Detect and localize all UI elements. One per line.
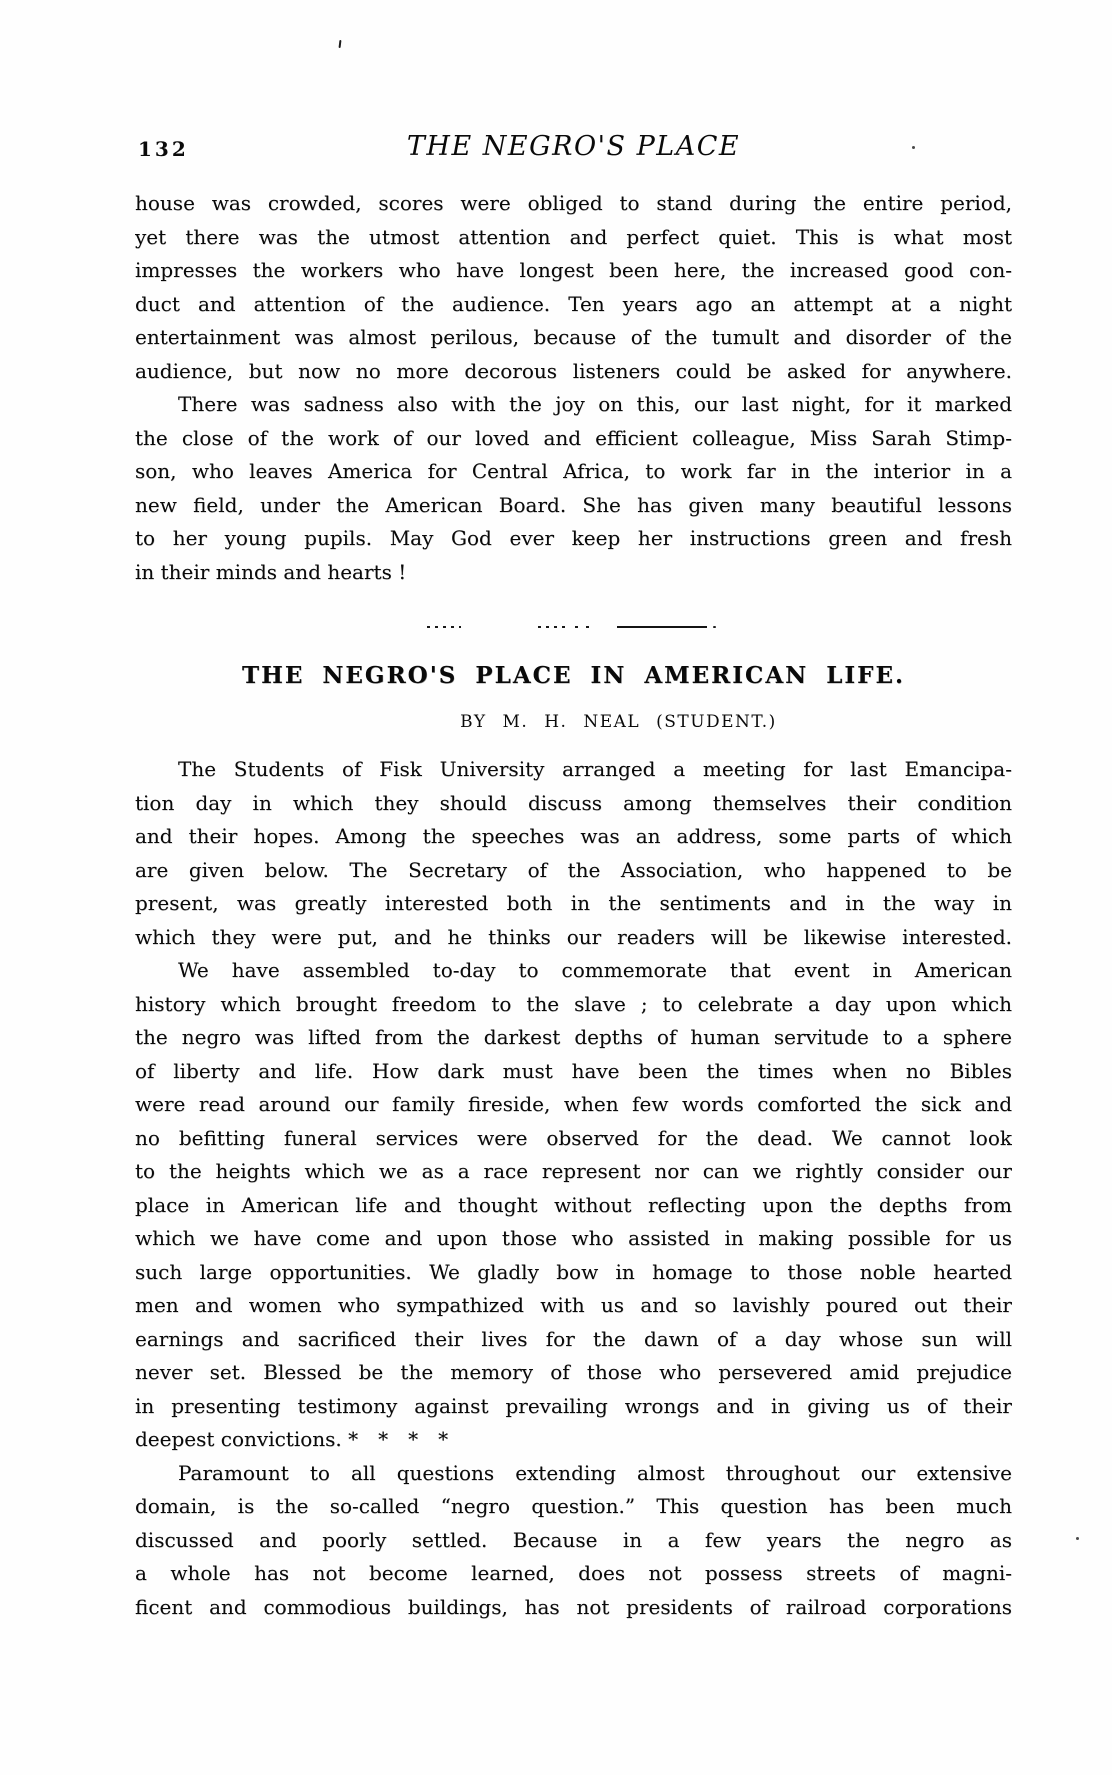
text-line: such large opportunities. We gladly bow in homage to those noble hearted [135,1259,1012,1284]
text-line: which we have come and upon those who assisted in making possible for us [135,1226,1012,1250]
text-line: impresses the workers who have longest been here, the increased good con- [135,258,1012,282]
article-title: THE NEGRO'S PLACE IN AMERICAN LIFE. [241,662,906,689]
scan-artifact-dot [1076,1537,1079,1540]
divider-dotted-segment [427,626,461,628]
text-line: present, was greatly interested both in the sentiments and in the way in [135,891,1012,915]
text-line: yet there was the utmost attention and perfect quiet. This is what most [135,224,1012,249]
text-line: are given below. The Secretary of the Association, who happened to be [135,857,1012,882]
text-line: the close of the work of our loved and efficient colleague, Miss Sarah Stimp- [135,425,1012,450]
text-line: house was crowded, scores were obliged to stand during the entire period, [135,191,1012,215]
text-line: place in American life and thought without reflecting upon the depths from [135,1192,1012,1217]
text-line: There was sadness also with the joy on this, our last night, for it marked [178,392,1012,416]
article-body-text [135,753,1012,1624]
text-line: The Students of Fisk University arranged a meeting for last Emancipa- [178,757,1012,781]
page-number: 132 [138,137,189,161]
text-line: new field, under the American Board. She has given many beautiful lessons [135,492,1012,517]
divider-dotted-segment [538,626,566,628]
scan-artifact-tick [339,40,342,48]
text-line: never set. Blessed be the memory of those who persevered amid prejudice [135,1360,1012,1384]
divider-end-dot [713,626,716,628]
text-line: duct and attention of the audience. Ten years ago an attempt at a night [135,291,1012,316]
text-line: in their minds and hearts ! [135,559,407,584]
text-line: and their hopes. Among the speeches was an address, some parts of which [135,824,1012,848]
text-line: which they were put, and he thinks our readers will be likewise interested. [135,924,1012,949]
text-line: to the heights which we as a race represent nor can we rightly consider our [135,1159,1012,1183]
text-line: We have assembled to-day to commemorate that event in American [178,958,1012,982]
section-divider [427,626,717,630]
text-line: in presenting testimony against prevailing wrongs and in giving us of their [135,1393,1012,1418]
text-line: son, who leaves America for Central Africa, to work far in the interior in a [135,459,1012,483]
text-line: discussed and poorly settled. Because in a few years the negro as [135,1527,1012,1552]
text-line: no befitting funeral services were observed for the dead. We cannot look [135,1125,1012,1150]
text-line: Paramount to all questions extending almost throughout our extensive [178,1460,1012,1485]
running-head: THE NEGRO'S PLACE [406,131,741,162]
text-line: men and women who sympathized with us and so lavishly poured out their [135,1293,1012,1317]
text-line: of liberty and life. How dark must have been the times when no Bibles [135,1058,1012,1083]
text-line: to her young pupils. May God ever keep her instructions green and fresh [135,526,1012,550]
text-line: history which brought freedom to the slave ; to celebrate a day upon which [135,991,1012,1016]
article-byline: BY M. H. NEAL (STUDENT.) [460,712,777,732]
continued-article-text [135,187,1012,589]
text-line: the negro was lifted from the darkest depths of human servitude to a sphere [135,1025,1012,1049]
text-line: were read around our family fireside, when few words comforted the sick and [135,1092,1012,1116]
text-line: entertainment was almost perilous, because of the tumult and disorder of the [135,325,1012,349]
text-line: domain, is the so-called “negro question.” This question has been much [135,1494,1012,1518]
text-line: audience, but now no more decorous listeners could be asked for anywhere. [135,358,1012,383]
text-line: a whole has not become learned, does not possess streets of magni- [135,1561,1012,1585]
divider-dotted-segment [575,626,597,628]
divider-solid-segment [617,626,707,628]
text-line: ficent and commodious buildings, has not presidents of railroad corporations [135,1594,1012,1619]
text-line: earnings and sacrificed their lives for the dawn of a day whose sun will [135,1326,1012,1351]
text-line: deepest convictions. * * * * [135,1427,449,1451]
text-line: tion day in which they should discuss among themselves their condition [135,790,1012,815]
